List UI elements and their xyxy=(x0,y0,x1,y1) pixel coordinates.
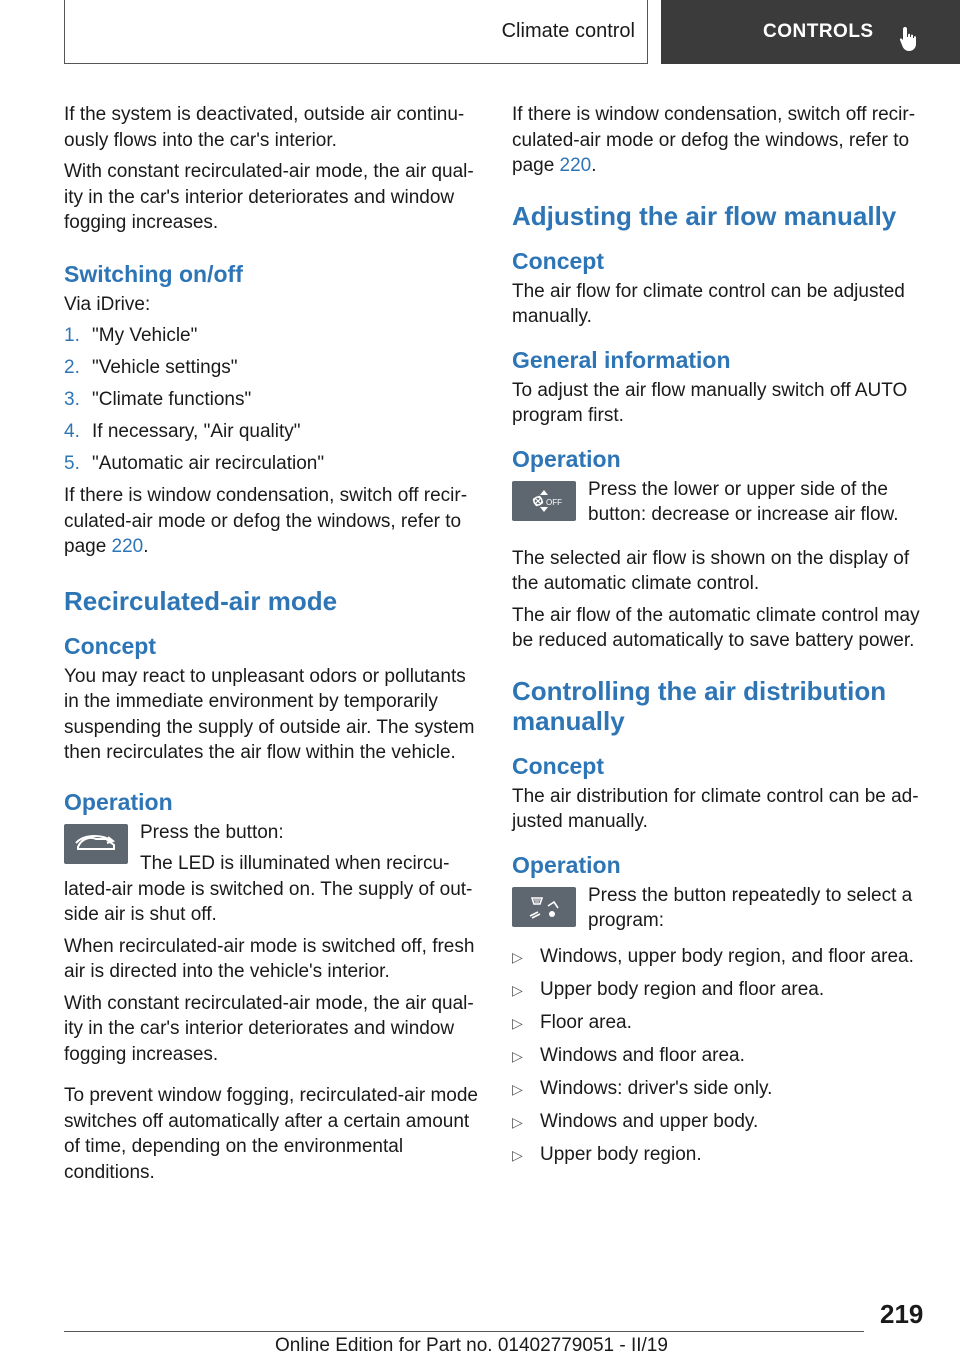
operation-heading: Operation xyxy=(512,851,621,878)
operation-text-1: Press the button: xyxy=(140,821,284,843)
step-text: "Climate functions" xyxy=(92,389,252,410)
step-number: 5. xyxy=(64,453,80,474)
air-distribution-button-icon xyxy=(512,887,576,927)
switching-heading: Switching on/off xyxy=(64,260,243,287)
header-chapter-title: CONTROLS xyxy=(763,21,874,42)
step-number: 1. xyxy=(64,325,80,346)
header-chapter-tab xyxy=(661,0,960,64)
list-item xyxy=(64,451,484,477)
bullet-triangle-icon: ▷ xyxy=(512,948,523,965)
air-distribution-heading: Controlling the air distribution manually xyxy=(512,675,887,736)
page-reference-link[interactable]: 220 xyxy=(111,536,144,557)
list-item xyxy=(64,355,484,381)
fan-operation-block xyxy=(512,477,926,534)
bullet-triangle-icon: ▷ xyxy=(512,1113,523,1130)
recirculated-air-heading: Recirculated-air mode xyxy=(64,585,338,616)
condensation-period: . xyxy=(143,536,149,557)
air-flow-heading: Adjusting the air flow manually xyxy=(512,200,897,231)
bullet-triangle-icon: ▷ xyxy=(512,1080,523,1097)
program-text: Windows and upper body. xyxy=(540,1110,759,1132)
svg-text:OFF: OFF xyxy=(546,497,562,507)
distribution-operation-text: Press the button repeatedly to select a program: xyxy=(588,884,913,931)
list-item xyxy=(64,323,484,349)
step-text: "My Vehicle" xyxy=(92,325,198,346)
step-number: 3. xyxy=(64,389,80,410)
list-item xyxy=(512,977,926,1004)
general-information-heading: General information xyxy=(512,346,731,373)
intro-paragraph-2: With constant recirculated-air mode, the air qual-ity in the car's interior deteriorates and window fogging increases. xyxy=(64,161,474,233)
operation-text-4: With constant recirculated-air mode, the air qual-ity in the car's interior deteriorates and window fogging increases. xyxy=(64,992,474,1065)
concept-heading: Concept xyxy=(512,247,604,274)
fan-button-icon xyxy=(512,481,576,521)
hand-pointer-icon xyxy=(898,26,920,52)
operation-heading: Operation xyxy=(64,788,173,815)
step-text: "Automatic air recirculation" xyxy=(92,453,325,474)
footer-divider xyxy=(64,1331,864,1332)
step-text: If necessary, "Air quality" xyxy=(92,421,301,442)
list-item xyxy=(512,1109,926,1136)
distribution-concept-paragraph: The air distribution for climate control can be ad-justed manually. xyxy=(512,785,919,832)
header-section-title: Climate control xyxy=(501,20,635,42)
recirculation-button-icon xyxy=(64,824,128,864)
concept-heading: Concept xyxy=(512,752,604,779)
list-item xyxy=(512,944,926,971)
list-item xyxy=(64,387,484,413)
airflow-battery-text: The air flow of the automatic climate control may be reduced automatically to save battery power. xyxy=(512,604,920,651)
bullet-triangle-icon: ▷ xyxy=(512,1014,523,1031)
program-text: Floor area. xyxy=(540,1011,632,1033)
program-text: Upper body region and floor area. xyxy=(540,978,825,1000)
page-reference-link[interactable]: 220 xyxy=(559,155,592,176)
bullet-triangle-icon: ▷ xyxy=(512,1047,523,1064)
distribution-operation-block xyxy=(512,883,926,940)
header-section-tab xyxy=(64,0,648,64)
condensation-paragraph xyxy=(512,102,926,179)
page-number: 219 xyxy=(880,1299,924,1329)
condensation-text: If there is window condensation, switch off recir-culated-air mode or defog the windows, refer to page xyxy=(64,485,468,557)
condensation-paragraph xyxy=(64,483,484,560)
program-text: Upper body region. xyxy=(540,1143,702,1165)
step-text: "Vehicle settings" xyxy=(92,357,238,378)
list-item xyxy=(512,1043,926,1070)
general-information-paragraph: To adjust the air flow manually switch off AUTO program first. xyxy=(512,379,908,426)
program-text: Windows and floor area. xyxy=(540,1044,745,1066)
operation-text-2: The LED is illuminated when recircu-lated-air mode is switched on. The supply of out-side air is shut off. xyxy=(64,853,473,925)
step-number: 2. xyxy=(64,357,80,378)
program-text: Windows: driver's side only. xyxy=(540,1077,773,1099)
list-item xyxy=(512,1076,926,1103)
program-text: Windows, upper body region, and floor area. xyxy=(540,945,914,967)
via-idrive-text: Via iDrive: xyxy=(64,293,151,315)
list-item xyxy=(512,1142,926,1169)
concept-paragraph: You may react to unpleasant odors or pollutants in the immediate environment by temporarily suspending the supply of outside air. The system then recirculates the air flow within the vehicle. xyxy=(64,665,475,763)
fan-operation-text: Press the lower or upper side of the button: decrease or increase air flow. xyxy=(588,478,899,525)
right-column xyxy=(512,102,926,1175)
bullet-triangle-icon: ▷ xyxy=(512,1146,523,1163)
program-list xyxy=(512,944,926,1169)
intro-paragraph-1: If the system is deactivated, outside air continu-ously flows into the car's interior. xyxy=(64,104,465,151)
list-item xyxy=(512,1010,926,1037)
condensation-period: . xyxy=(591,155,597,176)
idrive-steps-list xyxy=(64,323,484,477)
operation-text-5: To prevent window fogging, recirculated-air mode switches off automatically after a certain amount of time, depending on the environmental conditions. xyxy=(64,1085,478,1183)
footer-edition-text: Online Edition for Part no. 01402779051 - II/19 xyxy=(275,1335,668,1356)
list-item xyxy=(64,419,484,445)
bullet-triangle-icon: ▷ xyxy=(512,981,523,998)
left-column xyxy=(64,102,484,1191)
condensation-text: If there is window condensation, switch off recir-culated-air mode or defog the windows, refer to page xyxy=(512,104,916,176)
airflow-display-text: The selected air flow is shown on the display of the automatic climate control. xyxy=(512,547,910,594)
recirculation-operation-block xyxy=(64,820,484,934)
concept-heading: Concept xyxy=(64,632,156,659)
operation-heading: Operation xyxy=(512,445,621,472)
step-number: 4. xyxy=(64,421,80,442)
concept-paragraph: The air flow for climate control can be adjusted manually. xyxy=(512,280,905,327)
operation-text-3: When recirculated-air mode is switched off, fresh air is directed into the vehicle's interior. xyxy=(64,935,475,982)
